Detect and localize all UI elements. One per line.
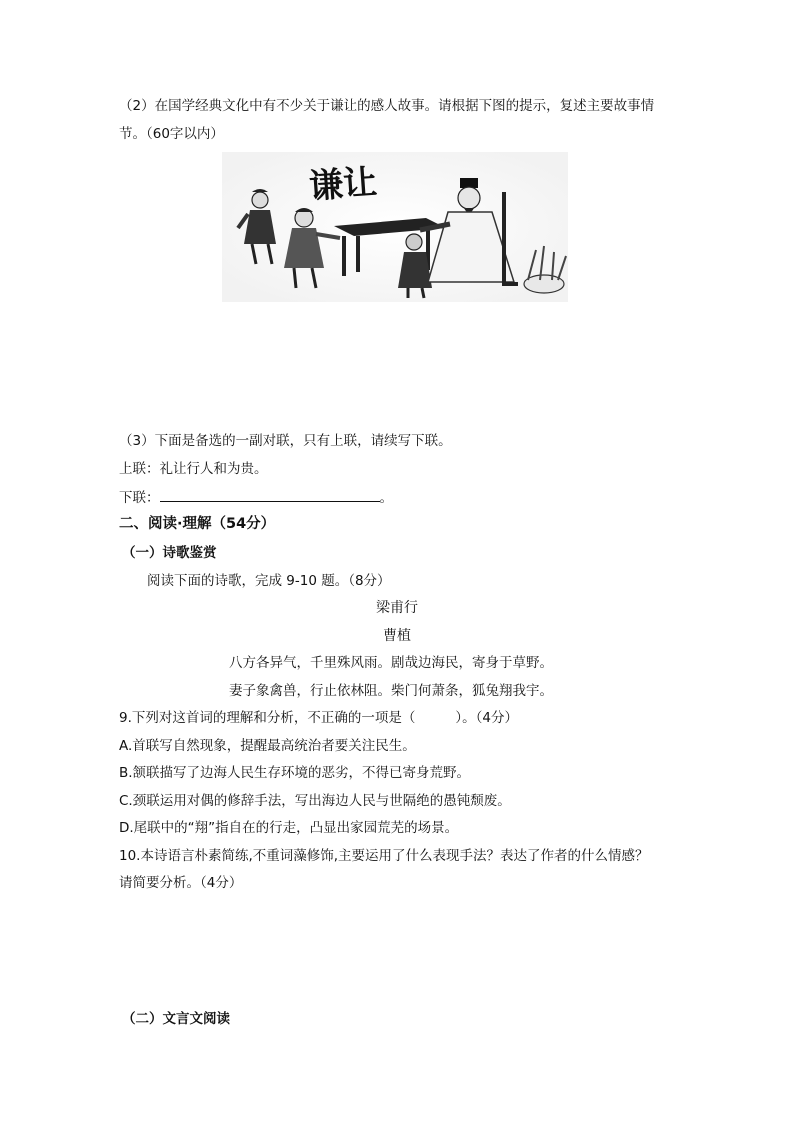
q9-option-c: C.颈联运用对偶的修辞手法，写出海边人民与世隔绝的愚钝颓废。 xyxy=(119,793,511,809)
calligraphy-text: 谦让 xyxy=(307,162,379,207)
poem-author: 曹植 xyxy=(383,628,411,644)
modesty-illustration xyxy=(222,152,568,302)
q3-lower-couplet xyxy=(119,487,393,508)
section2-sub1: （一）诗歌鉴赏 xyxy=(122,545,217,561)
section2-sub2: （二）文言文阅读 xyxy=(122,1011,230,1027)
section2-intro: 阅读下面的诗歌，完成 9-10 题。（8分） xyxy=(147,573,391,589)
q9-stem xyxy=(119,708,518,728)
q9-option-d: D.尾联中的“翔”指自在的行走，凸显出家园荒芜的场景。 xyxy=(119,820,459,836)
q9-option-b: B.颔联描写了边海人民生存环境的恶劣，不得已寄身荒野。 xyxy=(119,765,471,781)
poem-line2: 妻子象禽兽，行止依林阻。柴门何萧条，狐兔翔我宇。 xyxy=(229,683,553,699)
q2-line2: 节。（60字以内） xyxy=(119,126,224,142)
q9-stem-b: ）。（4分） xyxy=(455,710,518,726)
poem-line1: 八方各异气，千里殊风雨。剧哉边海民，寄身于草野。 xyxy=(229,655,553,671)
q2-line1: （2）在国学经典文化中有不少关于谦让的感人故事。请根据下图的提示，复述主要故事情 xyxy=(119,98,655,114)
q10-line2: 请简要分析。（4分） xyxy=(119,875,243,891)
poem-title: 梁甫行 xyxy=(376,600,418,616)
q3-prompt: （3）下面是备选的一副对联，只有上联，请续写下联。 xyxy=(119,433,452,449)
section2-title: 二、阅读·理解（54分） xyxy=(119,516,276,532)
lower-couplet-blank[interactable] xyxy=(160,487,380,502)
q3-upper-couplet: 上联：礼让行人和为贵。 xyxy=(119,461,268,477)
q10-line1: 10.本诗语言朴素简练,不重词藻修饰,主要运用了什么表现手法？表达了作者的什么情感？ xyxy=(119,848,649,864)
q3-lower-label: 下联： xyxy=(119,490,160,506)
q9-stem-a: 9.下列对这首词的理解和分析，不正确的一项是（ xyxy=(119,710,416,726)
q3-lower-end: 。 xyxy=(379,490,393,506)
q9-option-a: A.首联写自然现象，提醒最高统治者要关注民生。 xyxy=(119,738,416,754)
